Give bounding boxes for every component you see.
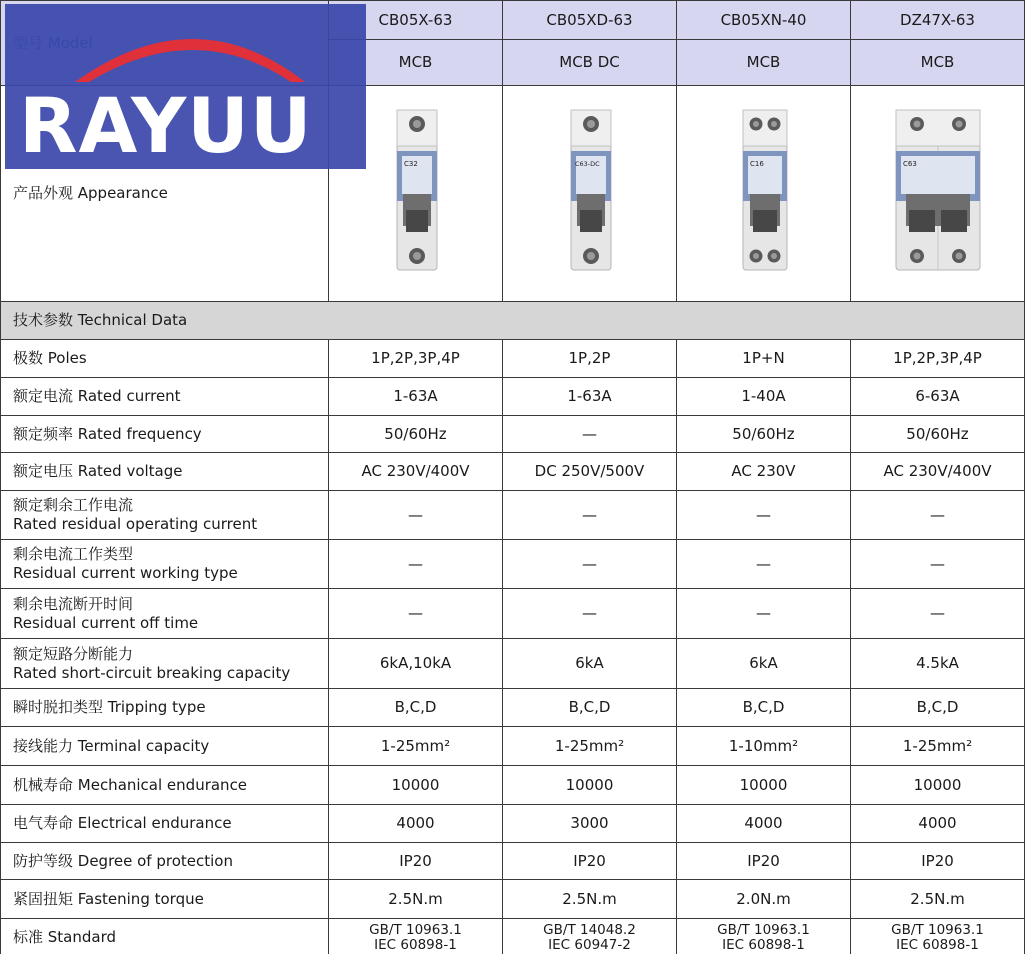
spec-value: 2.5N.m <box>851 880 1025 919</box>
spec-value: — <box>503 589 677 639</box>
standard-line: IEC 60898-1 <box>896 936 979 953</box>
standard-value <box>677 919 851 954</box>
spec-value: 1-40A <box>677 378 851 416</box>
spec-label <box>1 491 329 540</box>
spec-label: 标准 Standard <box>1 919 329 954</box>
spec-label-line: 接线能力 Terminal capacity <box>13 736 210 755</box>
spec-value: IP20 <box>503 843 677 880</box>
type-cell: MCB DC <box>503 40 677 86</box>
svg-text:C63-DC: C63-DC <box>574 160 600 168</box>
spec-value: — <box>677 540 851 589</box>
brand-logo <box>5 4 366 169</box>
standard-line: GB/T 14048.2 <box>543 921 636 938</box>
spec-value: 50/60Hz <box>851 416 1025 453</box>
standard-line: GB/T 10963.1 <box>891 921 984 938</box>
spec-value: 6-63A <box>851 378 1025 416</box>
spec-label <box>1 378 329 416</box>
spec-value: 4000 <box>851 805 1025 843</box>
spec-label <box>1 727 329 766</box>
spec-value: 50/60Hz <box>677 416 851 453</box>
spec-value: 6kA <box>503 639 677 689</box>
spec-label <box>1 843 329 880</box>
spec-value: IP20 <box>329 843 503 880</box>
spec-value: — <box>329 589 503 639</box>
spec-value: 2.0N.m <box>677 880 851 919</box>
spec-label <box>1 639 329 689</box>
spec-label <box>1 340 329 378</box>
spec-value: 1-25mm² <box>329 727 503 766</box>
spec-value: 10000 <box>851 766 1025 805</box>
logo-text: RAYUU <box>19 81 313 169</box>
breaker-2p-icon <box>878 106 998 276</box>
model-cell: DZ47X-63 <box>851 1 1025 40</box>
product-image <box>503 86 677 302</box>
spec-value: 1-25mm² <box>503 727 677 766</box>
spec-label-line: 防护等级 Degree of protection <box>13 851 233 870</box>
spec-label-line: 瞬时脱扣类型 Tripping type <box>13 698 206 716</box>
standard-line: GB/T 10963.1 <box>717 921 810 938</box>
standard-line: GB/T 10963.1 <box>369 921 462 938</box>
spec-value: 1P+N <box>677 340 851 378</box>
spec-value: 1-63A <box>329 378 503 416</box>
standard-line: IEC 60898-1 <box>374 936 457 953</box>
spec-label-line: 额定短路分断能力 <box>13 644 134 663</box>
spec-row <box>1 491 1025 540</box>
spec-label <box>1 453 329 491</box>
spec-value: — <box>851 491 1025 540</box>
product-image <box>851 86 1025 302</box>
spec-value: — <box>503 540 677 589</box>
spec-value: — <box>329 540 503 589</box>
spec-row <box>1 540 1025 589</box>
spec-value: — <box>851 589 1025 639</box>
spec-label <box>1 880 329 919</box>
spec-value: 10000 <box>503 766 677 805</box>
spec-value: 10000 <box>677 766 851 805</box>
spec-value: 1P,2P,3P,4P <box>329 340 503 378</box>
type-cell: MCB <box>677 40 851 86</box>
spec-label-line: 额定剩余工作电流 <box>13 496 134 514</box>
spec-value: 3000 <box>503 805 677 843</box>
spec-row <box>1 340 1025 378</box>
svg-text:C16: C16 <box>749 160 764 168</box>
spec-value: AC 230V <box>677 453 851 491</box>
spec-value: 1-63A <box>503 378 677 416</box>
spec-label-line: 剩余电流断开时间 <box>13 594 134 613</box>
section-title: 技术参数 Technical Data <box>1 302 1025 340</box>
spec-label <box>1 689 329 727</box>
svg-text:C63: C63 <box>902 160 917 168</box>
spec-value: — <box>503 416 677 453</box>
breaker-1pn-icon <box>719 106 809 276</box>
standard-value <box>503 919 677 954</box>
spec-row <box>1 766 1025 805</box>
spec-label <box>1 416 329 453</box>
spec-row <box>1 589 1025 639</box>
spec-value: 2.5N.m <box>329 880 503 919</box>
standard-value <box>329 919 503 954</box>
spec-row <box>1 453 1025 491</box>
spec-row <box>1 378 1025 416</box>
spec-value: 4000 <box>677 805 851 843</box>
spec-label-line: 电气寿命 Electrical endurance <box>13 814 232 832</box>
model-cell: CB05X-63 <box>329 1 503 40</box>
spec-label <box>1 540 329 589</box>
appearance-label: 产品外观 Appearance <box>1 86 329 302</box>
standard-line: IEC 60947-2 <box>548 936 631 953</box>
svg-text:C32: C32 <box>403 160 418 168</box>
spec-value: 6kA <box>677 639 851 689</box>
spec-row <box>1 805 1025 843</box>
spec-label <box>1 805 329 843</box>
spec-label-line: Residual current working type <box>13 564 238 582</box>
spec-value: IP20 <box>677 843 851 880</box>
standard-row <box>1 919 1025 954</box>
spec-value: IP20 <box>851 843 1025 880</box>
model-cell: CB05XD-63 <box>503 1 677 40</box>
model-cell: CB05XN-40 <box>677 1 851 40</box>
type-cell: MCB <box>851 40 1025 86</box>
section-header <box>1 302 1025 340</box>
spec-value: — <box>329 491 503 540</box>
spec-row <box>1 416 1025 453</box>
type-cell: MCB <box>329 40 503 86</box>
spec-value: — <box>503 491 677 540</box>
spec-value: 1P,2P,3P,4P <box>851 340 1025 378</box>
spec-value: B,C,D <box>851 689 1025 727</box>
spec-value: 2.5N.m <box>503 880 677 919</box>
spec-label-line: 额定电流 Rated current <box>13 387 181 405</box>
spec-label-line: 额定电压 Rated voltage <box>13 462 183 480</box>
spec-value: 4.5kA <box>851 639 1025 689</box>
spec-label-line: Rated short-circuit breaking capacity <box>13 663 291 682</box>
spec-value: 1-25mm² <box>851 727 1025 766</box>
spec-label <box>1 766 329 805</box>
spec-value: 6kA,10kA <box>329 639 503 689</box>
spec-value: B,C,D <box>329 689 503 727</box>
spec-value: — <box>677 491 851 540</box>
spec-label-line: Residual current off time <box>13 613 199 632</box>
spec-label-line: 剩余电流工作类型 <box>13 545 134 563</box>
breaker-dc-icon <box>545 106 635 276</box>
spec-label <box>1 589 329 639</box>
product-image <box>677 86 851 302</box>
spec-row <box>1 639 1025 689</box>
spec-value: — <box>677 589 851 639</box>
spec-value: 4000 <box>329 805 503 843</box>
spec-label-line: 机械寿命 Mechanical endurance <box>13 775 248 794</box>
spec-value: DC 250V/500V <box>503 453 677 491</box>
spec-row <box>1 689 1025 727</box>
standard-line: IEC 60898-1 <box>722 936 805 953</box>
standard-value <box>851 919 1025 954</box>
spec-label-line: 紧固扭矩 Fastening torque <box>13 889 204 908</box>
spec-label-line: 额定频率 Rated frequency <box>13 424 202 443</box>
spec-value: B,C,D <box>677 689 851 727</box>
spec-row <box>1 880 1025 919</box>
spec-value: B,C,D <box>503 689 677 727</box>
spec-value: AC 230V/400V <box>851 453 1025 491</box>
spec-row <box>1 843 1025 880</box>
breaker-1p-icon <box>371 106 461 276</box>
spec-value: 1-10mm² <box>677 727 851 766</box>
spec-value: 1P,2P <box>503 340 677 378</box>
spec-value: 50/60Hz <box>329 416 503 453</box>
spec-value: AC 230V/400V <box>329 453 503 491</box>
spec-value: — <box>851 540 1025 589</box>
spec-label-line: Rated residual operating current <box>13 515 258 533</box>
spec-value: 10000 <box>329 766 503 805</box>
spec-row <box>1 727 1025 766</box>
spec-label-line: 极数 Poles <box>13 349 87 367</box>
